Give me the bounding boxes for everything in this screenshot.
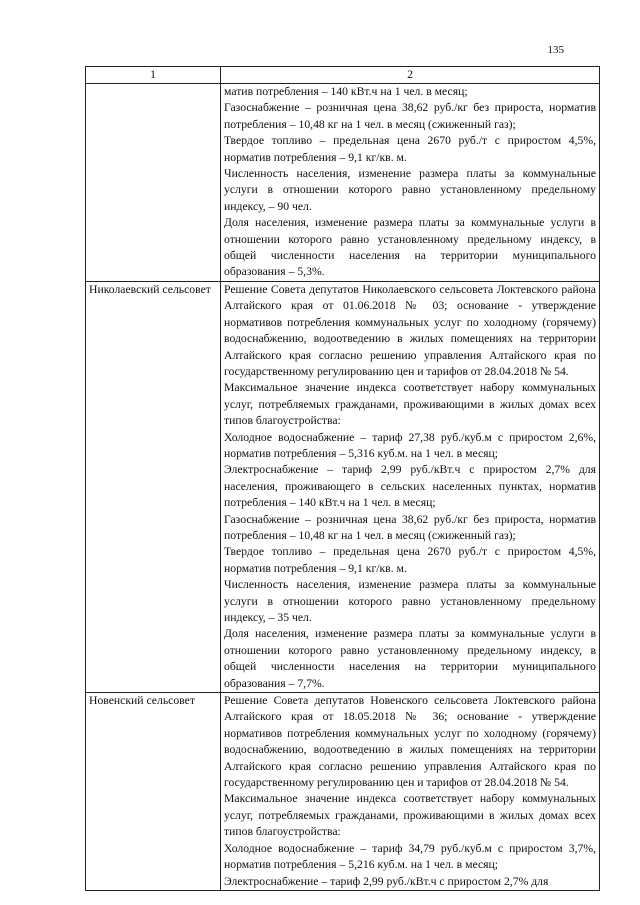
description-cell — [221, 693, 600, 891]
municipality-name-cell — [86, 84, 221, 282]
paragraph: Максимальное значение индекса соответствует набору коммунальных услуг, потребляемых гражданами, проживающими в жилых домах всех типов благоустройства: — [224, 792, 596, 839]
paragraph: Газоснабжение – розничная цена 38,62 руб./кг без прироста, норматив потребления – 10,48 кг на 1 чел. в месяц (сжиженный газ); — [224, 512, 596, 542]
paragraph: Численность населения, изменение размера платы за коммунальные услуги в отношении которого равно установленному предельному индексу, – 35 чел. — [224, 578, 596, 624]
paragraph: Численность населения, изменение размера платы за коммунальные услуги в отношении которого равно установленному предельному индексу, – 90 чел. — [224, 167, 596, 213]
paragraph: Газоснабжение – розничная цена 38,62 руб./кг без прироста, норматив потребления – 10,48 кг на 1 чел. в месяц (сжиженный газ); — [224, 101, 596, 131]
description-cell — [221, 84, 600, 282]
paragraph: Электроснабжение – тариф 2,99 руб./кВт.ч с приростом 2,7% для — [224, 874, 549, 888]
column-header-2: 2 — [221, 67, 600, 84]
paragraph: Максимальное значение индекса соответствует набору коммунальных услуг, потребляемых гражданами, проживающими в жилых домах всех типов благоустройства: — [224, 381, 596, 428]
municipality-name-cell: Новенский сельсовет — [86, 693, 221, 891]
column-header-1: 1 — [86, 67, 221, 84]
page-number: 135 — [547, 44, 564, 56]
paragraph: Доля населения, изменение размера платы за коммунальные услуги в отношении которого равно установленному предельному индексу, в общей численности населения на территории муниципального образования – 7,7%. — [224, 627, 596, 690]
description-cell — [221, 281, 600, 692]
paragraph: Электроснабжение – тариф 2,99 руб./кВт.ч с приростом 2,7% для населения, проживающего в сельских населенных пунктах, норматив потребления – 140 кВт.ч на 1 чел. в месяц; — [224, 463, 596, 510]
municipality-name-cell: Николаевский сельсовет — [86, 281, 221, 692]
table-row — [86, 693, 600, 891]
paragraph: Решение Совета депутатов Николаевского сельсовета Локтевского района Алтайского края от 01.06.2018 № 03; основание - утверждение нормативов потребления коммунальных услуг по холодному (горячему) водоснабжению, водоотведению в жилых помещениях на территории Алтайского края согласно решению управления Алтайского края по государственному регулированию цен и тарифов от 28.04.2018 № 54. — [224, 282, 596, 378]
paragraph: Решение Совета депутатов Новенского сельсовета Локтевского района Алтайского края от 18.05.2018 № 36; основание - утверждение нормативов потребления коммунальных услуг по холодному (горячему) водоснабжению, водоотведению в жилых помещениях на территории Алтайского края согласно решению управления Алтайского края по государственному регулированию цен и тарифов от 28.04.2018 № 54. — [224, 694, 596, 790]
paragraph: Холодное водоснабжение – тариф 27,38 руб./куб.м с приростом 2,6%, норматив потребления – 5,316 куб.м. на 1 чел. в месяц; — [224, 430, 596, 460]
paragraph: Твердое топливо – предельная цена 2670 руб./т с приростом 4,5%, норматив потребления – 9,1 кг/кв. м. — [224, 134, 596, 164]
paragraph: Холодное водоснабжение – тариф 34,79 руб./куб.м с приростом 3,7%, норматив потребления – 5,216 куб.м. на 1 чел. в месяц; — [224, 841, 596, 872]
document-table — [85, 66, 600, 891]
paragraph: Доля населения, изменение размера платы за коммунальные услуги в отношении которого равно установленному предельному индексу, в общей численности населения на территории муниципального образования – 5,3%. — [224, 216, 596, 279]
paragraph: Твердое топливо – предельная цена 2670 руб./т с приростом 4,5%, норматив потребления – 9,1 кг/кв. м. — [224, 545, 596, 575]
table-row — [86, 281, 600, 692]
paragraph: матив потребления – 140 кВт.ч на 1 чел. в месяц; — [224, 85, 468, 98]
table-row — [86, 84, 600, 282]
table-header-row — [86, 67, 600, 84]
